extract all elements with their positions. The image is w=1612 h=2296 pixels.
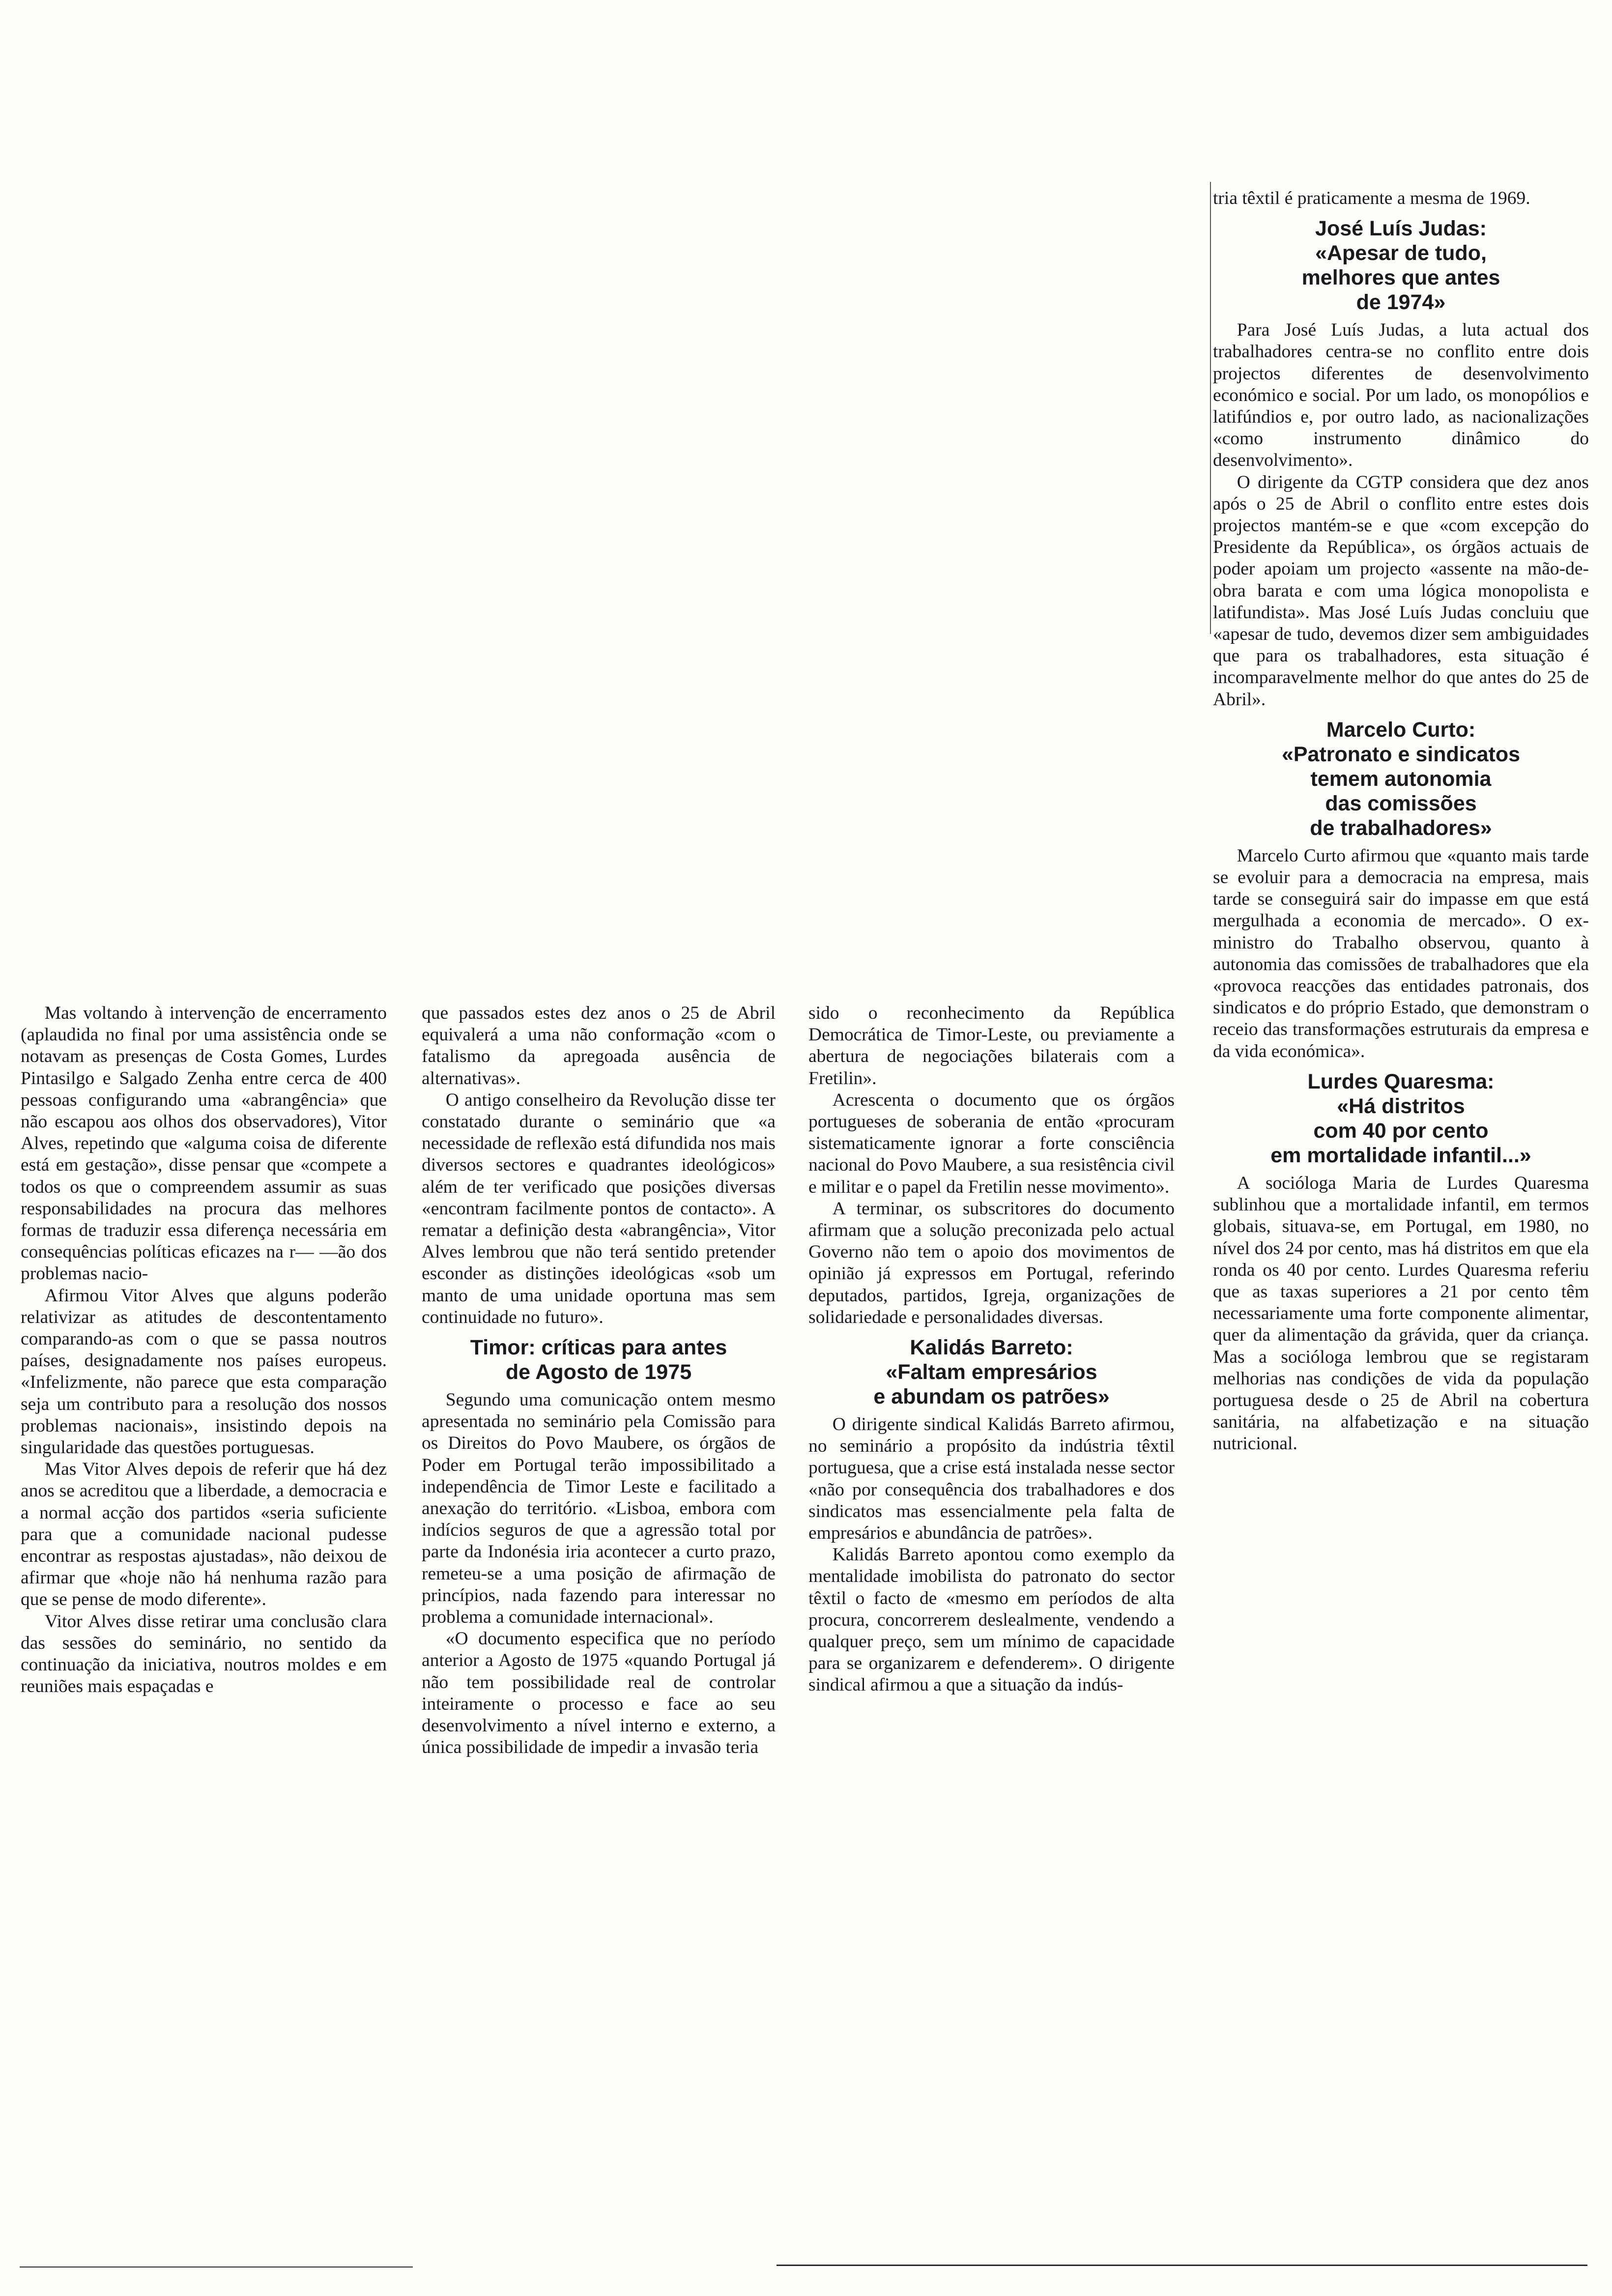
paragraph: A terminar, os subscritores do documento afirmam que a solução preconizada pelo actual Governo não tem o apoio dos movimentos de opinião já expressos em Portugal, referindo deputados, partidos, Igreja, organizações de solidariedade e personalidades diversas. [808,1198,1175,1327]
paragraph: Acrescenta o documento que os órgãos portugueses de soberania de então «procuram sistematicamente ignorar a forte consciência nacional do Povo Maubere, a sua resistência civil e militar e o papel da Fretilin nesse movimento». [808,1090,1175,1197]
article-column-4 [1213,188,1589,1455]
subheading-timor: Timor: críticas para antes de Agosto de 1975 [470,1336,727,1384]
clipping-edge-left [1210,182,1211,634]
paragraph: O dirigente da CGTP considera que dez anos após o 25 de Abril o conflito entre estes dois projectos mantém-se e que «com excepção do Presidente da República», os órgãos actuais de poder apoiam um projecto «assente na mão-de-obra barata e com uma lógica monopolista e latifundista». Mas José Luís Judas concluiu que «apesar de tudo, devemos dizer sem ambiguidades que para os trabalhadores, esta situação é incomparavelmente melhor do que antes do 25 de Abril». [1213,472,1589,710]
paragraph: Mas Vitor Alves depois de referir que há dez anos se acreditou que a liberdade, a democracia e a normal acção dos partidos «seria suficiente para que a comunidade nacional pudesse encontrar as respostas ajustadas», não deixou de afirmar que «hoje não há nenhuma razão para que se pense de modo diferente». [21,1459,387,1610]
paragraph: sido o reconhecimento da República Democrática de Timor-Leste, ou previamente a abertura de negociações bilaterais com a Fretilin». [808,1003,1175,1089]
bottom-rule [777,2265,1587,2266]
paragraph: O dirigente sindical Kalidás Barreto afirmou, no seminário a propósito da indústria têxtil portuguesa, que a crise está instalada nesse sector «não por consequência dos trabalhadores e dos sindicatos mas essencialmente pela falta de empresários e abundância de patrões». [808,1414,1175,1544]
article-column-2 [422,1003,776,1759]
article-column-1 [21,1003,387,1698]
lead-text: tria têxtil é praticamente a mesma de 1969. [1213,188,1530,208]
paragraph: que passados estes dez anos o 25 de Abril equivalerá a uma não conformação «com o fatalismo da apregoada ausência de alternativas». [422,1003,776,1089]
paragraph: Marcelo Curto afirmou que «quanto mais tarde se evoluir para a democracia na empresa, mais tarde se conseguirá sair do impasse em que está mergulhada a economia de mercado». O ex-ministro do Trabalho observou, quanto à autonomia das comissões de trabalhadores que ela «provoca reacções das entidades patronais, dos sindicatos e do próprio Estado, que demonstram o receio das transformações estruturais da empresa e da vida económica». [1213,845,1589,1062]
paragraph: Mas voltando à intervenção de encerramento (aplaudida no final por uma assistência onde se notavam as presenças de Costa Gomes, Lurdes Pintasilgo e Salgado Zenha entre cerca de 400 pessoas configurando uma «abrangência» que não escapou aos olhos dos observadores), Vitor Alves, repetindo que «alguma coisa de diferente está em gestação», disse pensar que «compete a todos os que o compreendem assumir as suas responsabilidades na procura das melhores formas de traduzir essa diferença necessária em consequências políticas eficazes na r— —ão dos problemas nacio- [21,1003,387,1284]
paragraph: O antigo conselheiro da Revolução disse ter constatado durante o seminário que «a necessidade de reflexão está difundida nos mais diversos sectores e quadrantes ideológicos» além de ter verificado que posições diversas «encontram facilmente pontos de contacto». A rematar a definição desta «abrangência», Vitor Alves lembrou que não terá sentido pretender esconder as distinções ideológicas «sob um manto de uma unidade oportuna mas sem continuidade no futuro». [422,1090,776,1327]
paragraph: Vitor Alves disse retirar uma conclusão clara das sessões do seminário, no sentido da continuação da iniciativa, noutros moldes e em reuniões mais espaçadas e [21,1611,387,1697]
article-column-3 [808,1003,1175,1696]
paragraph: Segundo uma comunicação ontem mesmo apresentada no seminário pela Comissão para os Direitos do Povo Maubere, os órgãos de Poder em Portugal terão impossibilitado a independência de Timor Leste e facilitado a anexação do território. «Lisboa, embora com indícios seguros de que a agressão total por parte da Indonésia iria acontecer a curto prazo, remeteu-se a uma posição de afirmação de princípios, nada fazendo para interessar no problema a comunidade internacional». [422,1390,776,1628]
subheading-kalidas: Kalidás Barreto: «Faltam empresários e abundam os patrões» [873,1336,1110,1409]
paragraph: Kalidás Barreto apontou como exemplo da mentalidade imobilista do patronato do sector têxtil o facto de «mesmo em períodos de alta procura, concorrerem deslealmente, vendendo a qualquer preço, sem um mínimo de capacidade para se organizarem e defenderem». O dirigente sindical afirmou a que a situação da indús- [808,1545,1175,1695]
subheading-curto: Marcelo Curto: «Patronato e sindicatos temem autonomia das comissões de trabalhadores» [1281,718,1521,840]
paragraph: Para José Luís Judas, a luta actual dos trabalhadores centra-se no conflito entre dois projectos diferentes de desenvolvimento económico e social. Por um lado, os monopólios e latifúndios e, por outro lado, as nacionalizações «como instrumento dinâmico do desenvolvimento». [1213,320,1589,471]
subheading-quaresma: Lurdes Quaresma: «Há distritos com 40 por cento em mortalidade infantil...» [1270,1069,1531,1167]
paragraph: Afirmou Vitor Alves que alguns poderão relativizar as atitudes de descontentamento comparando-as com o que se passa noutros países, designadamente nos países europeus. «Infelizmente, não parece que esta comparação seja um contributo para a resolução dos nossos problemas nacionais», insistindo depois na singularidade das questões portuguesas. [21,1285,387,1458]
paragraph: A socióloga Maria de Lurdes Quaresma sublinhou que a mortalidade infantil, em termos globais, situava-se, em Portugal, em 1980, no nível dos 24 por cento, mas há distritos em que ela ronda os 40 por cento. Lurdes Quaresma referiu que as taxas superiores a 21 por cento têm necessariamente uma forte componente alimentar, quer da alimentação da grávida, quer da criança. Mas a socióloga lembrou que se registaram melhorias nas condições de vida da população portuguesa desde o 25 de Abril na cobertura sanitária, na alfabetização e na situação nutricional. [1213,1173,1589,1454]
paragraph: «O documento especifica que no período anterior a Agosto de 1975 «quando Portugal já não tem possibilidade real de controlar inteiramente o processo e face ao seu desenvolvimento a nível interno e externo, a única possibilidade de impedir a invasão teria [422,1629,776,1758]
subheading-judas: José Luís Judas: «Apesar de tudo, melhores que antes de 1974» [1301,217,1500,315]
